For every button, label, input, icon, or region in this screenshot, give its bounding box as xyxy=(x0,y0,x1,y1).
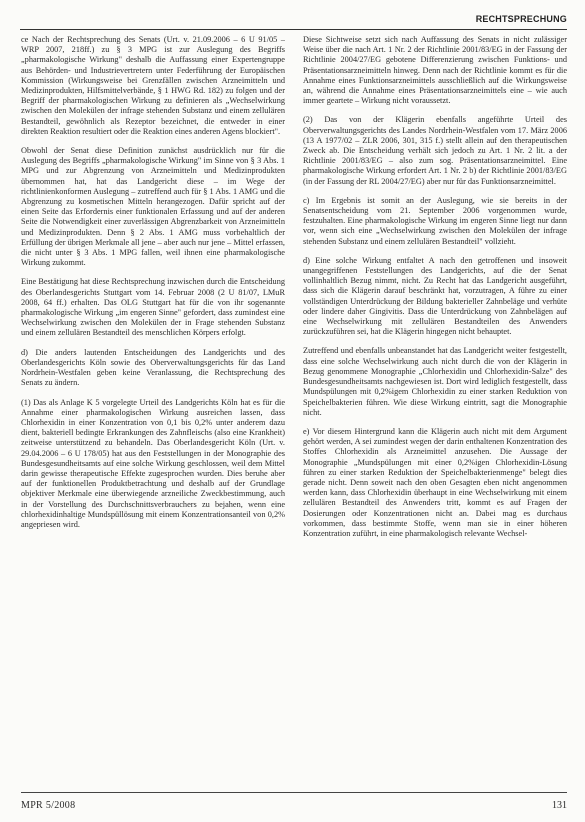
section-title: RECHTSPRECHUNG xyxy=(475,14,567,24)
paragraph: (1) Das als Anlage K 5 vorgelegte Urteil des Landgerichts Köln hat es für die Annahme einer pharmakologischen Wirkung ausreichen lassen, dass Chlorhexidin in einer Konzentration von 0,1 bis 0,2% unter anderem dazu dient, bakteriell bedingte Erkrankungen des Zahnfleischs (also eine Krankheit) zeitweise unterstützend zu behandeln. Das Oberlandesgericht Köln (Urt. v. 29.04.2006 – 6 U 178/05) hat aus den Feststellungen in der Monographie des Bundesgesundheitsamts auf eine solche Wirkung geschlossen, weil dem Mittel darin gewisse therapeutische Effekte zugesprochen wurden. Dies beruhe aber auf der funktionellen Produktbetrachtung und deshalb auf der Grundlage objektiver Merkmale eine überwiegende arzneiliche Zweckbestimmung, auch in der Vorstellung des Durchschnittsverbrauchers zu bejahen, wenn eine chlorhexidinhaltige Mundspüllösung mit einem Konzentrationsanteil von 0,2% angepriesen wird. xyxy=(21,397,285,529)
page-header xyxy=(0,14,585,30)
header-rule xyxy=(20,29,567,30)
paragraph: d) Die anders lautenden Entscheidungen des Landgerichts und des Oberlandesgerichts Köln sowie des Oberverwaltungsgerichts für das Land Nordrhein-Westfalen geben keine Veranlassung, die Rechtsprechung des Senats zu ändern. xyxy=(21,347,285,388)
paragraph: Zutreffend und ebenfalls unbeanstandet hat das Landgericht weiter festgestellt, dass eine solche Wechselwirkung auch nicht durch die von der Klägerin in Bezug genommene Monographie „Chlorhexidin und Chlorhexidin-Salze" des Bundesgesundheitsamts nachgewiesen ist. Dort wird lediglich festgestellt, dass Mundspülungen mit 0,2%igem Chlorhexidin zu einer starken Reduktion von Speichelbakterien führen. Wie diese Wirkung eintritt, sagt die Monographie nicht. xyxy=(303,346,567,417)
paragraph: Obwohl der Senat diese Definition zunächst ausdrücklich nur für die Auslegung des Begriffs „pharmakologische Wirkung" im Sinne von § 3 Abs. 1 MPG und zur Abgrenzung von Arzneimitteln und Medizinprodukten übernommen hat, hat das Landgericht diese – im Wege der richtlinienkonformen Auslegung – zutreffend auch für § 1 Abs. 1 AMG und die Abgrenzung zu kosmetischen Mitteln herangezogen. Dafür spricht auf der einen Seite das Erfordernis einer funktionalen Erfassung und auf der anderen Seite die Notwendigkeit einer zuverlässigen Abgrenzbarkeit von Arzneimitteln und Medizinprodukten. Denn § 2 Abs. 1 AMG muss vorbehaltlich der Erfüllung der übrigen Merkmale all jene – aber auch nur jene – Mittel erfassen, die nicht unter § 3 Abs. 1 MPG fallen, weil ihnen eine pharmakologische Wirkung zukommt. xyxy=(21,146,285,268)
page-footer xyxy=(21,792,567,812)
page-number: 131 xyxy=(552,800,567,811)
article-body xyxy=(21,35,567,770)
paragraph: e) Vor diesem Hintergrund kann die Klägerin auch nicht mit dem Argument gehört werden, A sei zumindest wegen der darin enthaltenen Konzentration des Stoffes Chlorhexidin als Arzneimittel anzusehen. Die Aussage der Monographie „Mundspülungen mit einer 0,2%igen Chlorhexidin-Lösung führen zu einer starken Reduktion der Speichelbakterienmenge" belegt dies gerade nicht. Denn soweit nach den oben Gesagten eben nicht angenommen werden kann, dass Chlorhexidin überhaupt in eine Wechselwirkung mit einem zellulären Bestandteil des Anwenders tritt, kommt es auf Fragen der Dosierungen oder Konzentrationen nicht an. Dabei mag es durchaus vorkommen, dass bestimmte Stoffe, wenn man sie in einer höheren Konzentration zuführt, in eine pharmakologisch relevante Wechsel- xyxy=(303,426,567,538)
paragraph: d) Eine solche Wirkung entfaltet A nach den getroffenen und insoweit unangegriffenen Feststellungen des Landgerichts, auf die der Senat vollinhaltlich Bezug nimmt, nicht. Zu Recht hat das Landgericht ausgeführt, dass sich die Klägerin darauf beschränkt hat, vorzutragen, A führe zu einer vollständigen Unterdrückung der Bildung bakterieller Zahnbeläge und verhüte oder lindere daher Gingivitis. Dass die Unterdrückung von Zahnbelägen auf eine Wechselwirkung mit zellulären Bestandteilen des Anwenders zurückzuführen sei, hat die Klägerin hingegen nicht behauptet. xyxy=(303,255,567,337)
paragraph: Eine Bestätigung hat diese Rechtsprechung inzwischen durch die Entscheidung des Oberlandesgerichts Stuttgart vom 14. Februar 2008 (2 U 81/07, LMuR 2008, 64 ff.) erhalten. Das OLG Stuttgart hat für die von ihr sogenannte pharmakologische Wirkung „im engeren Sinne" gefordert, dass zumindest eine Wechselwirkung zwischen den Molekülen der in Frage stehenden Substanz und einem zellulären Bestandteil des menschlichen Körpers erfolgt. xyxy=(21,277,285,338)
left-column xyxy=(21,35,285,770)
paragraph: Diese Sichtweise setzt sich nach Auffassung des Senats in nicht zulässiger Weise über die nach Art. 1 Nr. 2 der Richtlinie 2001/83/EG in der Fassung der Richtlinie 2004/27/EG gebotene Differenzierung zwischen Funktions- und Präsentationsarzneimitteln hinweg. Denn nach der Richtlinie kommt es für die Annahme eines Funktionsarzneimittels ausschließlich auf die Wirkungsweise an, während die Annahme eines Präsentationsarzneimittels eine – wie auch immer geartete – Wirkung nicht voraussetzt. xyxy=(303,35,567,106)
right-column xyxy=(303,35,567,770)
paragraph: (2) Das von der Klägerin ebenfalls angeführte Urteil des Oberverwaltungsgerichts des Landes Nordrhein-Westfalen vom 17. März 2006 (13 A 1977/02 – ZLR 2006, 301, 315 f.) stellt allein auf den therapeutischen Zweck ab. Die Entscheidung verhält sich jedoch zu Art. 1 Nr. 2 lit. a der Richtlinie 2001/83/EG – also zum sog. Präsentationsarzneimittel. Eine pharmakologische Wirkung erfordert Art. 1 Nr. 2 b) der Richtlinie 2001/83/EG (in der Fassung der RL 2004/27/EG) aber nur für das Funktionsarzneimittel. xyxy=(303,115,567,186)
footer-rule xyxy=(21,792,567,793)
paragraph: c) Im Ergebnis ist somit an der Auslegung, wie sie bereits in der Senatsentscheidung vom 21. September 2006 vorgenommen wurde, festzuhalten. Eine pharmakologische Wirkung im engeren Sinne liegt nur dann vor, wenn sich eine „Wechselwirkung zwischen den Molekülen der infrage stehenden Substanz und einem zellulären Bestandteil" vollzieht. xyxy=(303,195,567,246)
issue-label: MPR 5/2008 xyxy=(21,800,76,811)
paragraph: ce Nach der Rechtsprechung des Senats (Urt. v. 21.09.2006 – 6 U 91/05 – WRP 2007, 218ff.) zu § 3 MPG ist zur Auslegung des Begriffs „pharmakologische Wirkung" deshalb die Auffassung einer Expertengruppe aus Behörden- und Industrievertretern unter Federführung der Europäischen Kommission (Wirkungsweise bei Grenzfällen zwischen Arzneimitteln und Medizinprodukten, Hilfsmittelverbände, § 1 HWG Rd. 182) zu folgen und der Begriff der pharmakologischen Wirkung zu definieren als „Wechselwirkung zwischen den Molekülen der infrage stehenden Substanz und einem zellulären Bestandteil, gewöhnlich als Rezeptor bezeichnet, die entweder in einer direkten Reaktion resultiert oder die Reaktion eines anderen Agens blockiert". xyxy=(21,35,285,136)
